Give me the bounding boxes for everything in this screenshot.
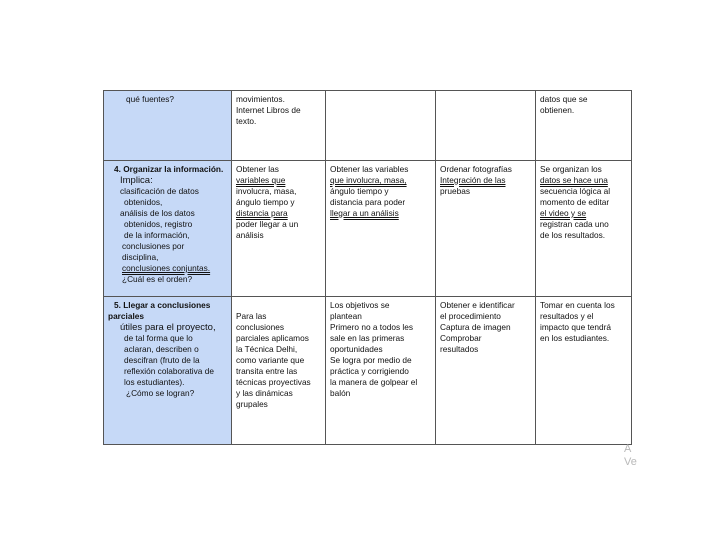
- cell-text-line: obtienen.: [540, 105, 575, 115]
- cell-text-line: reflexión colaborativa de: [124, 366, 214, 376]
- row2-col5-cell: [536, 161, 632, 297]
- row1-col2-cell: [232, 91, 326, 161]
- cell-text-line: ¿Cómo se logran?: [126, 388, 195, 398]
- cell-text-line: aclaran, describen o: [124, 344, 199, 354]
- cell-text-line: conclusiones: [236, 322, 284, 332]
- row2-col4-cell: [436, 161, 536, 297]
- cell-text-line: Ordenar fotografías: [440, 164, 512, 174]
- cell-text-line: texto.: [236, 116, 257, 126]
- row1-col5-cell: [536, 91, 632, 161]
- cell-text-line: qué fuentes?: [126, 94, 174, 104]
- activity-table: [103, 90, 632, 445]
- cell-text-line: grupales: [236, 399, 268, 409]
- cell-text-line: Obtener las variables: [330, 164, 409, 174]
- cell-text-line: oportunidades: [330, 344, 383, 354]
- cell-text-line: parciales: [108, 311, 144, 321]
- cell-text-line: secuencia lógica al: [540, 186, 611, 196]
- table-row: [104, 161, 632, 297]
- cell-text-line: útiles para el proyecto,: [120, 322, 216, 333]
- cell-text-line: datos se hace una: [540, 175, 608, 185]
- cell-text-line: 4. Organizar la información.: [114, 164, 224, 174]
- cell-text-line: ángulo tiempo y: [236, 197, 295, 207]
- cell-text-line: llegar a un análisis: [330, 208, 399, 218]
- cell-text-line: Obtener e identificar: [440, 300, 515, 310]
- cell-text-line: plantean: [330, 311, 362, 321]
- cell-text-line: involucra, masa,: [236, 186, 297, 196]
- cell-text-line: Primero no a todos les: [330, 322, 414, 332]
- row3-col4-cell: [436, 297, 536, 445]
- row3-col3-cell: [326, 297, 436, 445]
- cell-text-line: [236, 300, 321, 311]
- cell-text-line: el procedimiento: [440, 311, 501, 321]
- row2-col3-cell: [326, 161, 436, 297]
- cell-text-line: movimientos.: [236, 94, 285, 104]
- cell-text-line: conclusiones conjuntas.: [122, 263, 211, 273]
- row3-phase-cell: [104, 297, 232, 445]
- cell-text-line: 5. Llegar a conclusiones: [114, 300, 211, 310]
- cell-text-line: distancia para poder: [330, 197, 406, 207]
- cell-text-line: Obtener las: [236, 164, 279, 174]
- cell-text-line: obtenidos,: [124, 197, 163, 207]
- row1-col3-cell: [326, 91, 436, 161]
- cell-text-line: distancia para: [236, 208, 288, 218]
- row1-phase-cell: [104, 91, 232, 161]
- table-row: [104, 297, 632, 445]
- row2-phase-cell: [104, 161, 232, 297]
- cell-text-line: técnicas proyectivas: [236, 377, 311, 387]
- cell-text-line: momento de editar: [540, 197, 610, 207]
- cell-text-line: en los estudiantes.: [540, 333, 610, 343]
- cell-text-line: Tomar en cuenta los: [540, 300, 615, 310]
- row1-col4-cell: [436, 91, 536, 161]
- cell-text-line: poder llegar a un: [236, 219, 299, 229]
- cell-text-line: ángulo tiempo y: [330, 186, 389, 196]
- cell-text-line: clasificación de datos: [120, 186, 199, 196]
- cell-text-line: Los objetivos se: [330, 300, 390, 310]
- cell-text-line: y las dinámicas: [236, 388, 293, 398]
- cell-text-line: los estudiantes).: [124, 377, 185, 387]
- cell-text-line: la manera de golpear el: [330, 377, 418, 387]
- cell-text-line: Internet Libros de: [236, 105, 301, 115]
- cell-text-line: Para las: [236, 311, 267, 321]
- cell-text-line: análisis: [236, 230, 264, 240]
- cell-text-line: la Técnica Delhi,: [236, 344, 298, 354]
- cell-text-line: descifran (fruto de la: [124, 355, 200, 365]
- cell-text-line: de tal forma que lo: [124, 333, 193, 343]
- cell-text-line: variables que: [236, 175, 286, 185]
- cell-text-line: Integración de las: [440, 175, 506, 185]
- cell-text-line: Comprobar: [440, 333, 482, 343]
- table-row: [104, 91, 632, 161]
- cell-text-line: pruebas: [440, 186, 470, 196]
- cell-text-line: transita entre las: [236, 366, 298, 376]
- cell-text-line: balón: [330, 388, 351, 398]
- cell-text-line: Implica:: [120, 175, 153, 186]
- cell-text-line: Captura de imagen: [440, 322, 511, 332]
- row2-col2-cell: [232, 161, 326, 297]
- cell-text-line: de los resultados.: [540, 230, 606, 240]
- cell-text-line: impacto que tendrá: [540, 322, 612, 332]
- corner-watermark-line1: A: [624, 443, 632, 455]
- cell-text-line: como variante que: [236, 355, 305, 365]
- cell-text-line: Se organizan los: [540, 164, 602, 174]
- cell-text-line: registran cada uno: [540, 219, 609, 229]
- corner-watermark-line2: Ve: [624, 456, 637, 468]
- cell-text-line: datos que se: [540, 94, 588, 104]
- cell-text-line: Se logra por medio de: [330, 355, 412, 365]
- row3-col5-cell: [536, 297, 632, 445]
- cell-text-line: conclusiones por: [122, 241, 185, 251]
- cell-text-line: de la información,: [124, 230, 190, 240]
- cell-text-line: obtenidos, registro: [124, 219, 193, 229]
- cell-text-line: disciplina,: [122, 252, 159, 262]
- cell-text-line: sale en las primeras: [330, 333, 405, 343]
- row3-col2-cell: [232, 297, 326, 445]
- cell-text-line: el video y se: [540, 208, 587, 218]
- cell-text-line: resultados: [440, 344, 479, 354]
- corner-watermark: [624, 443, 637, 469]
- cell-text-line: práctica y corrigiendo: [330, 366, 409, 376]
- cell-text-line: análisis de los datos: [120, 208, 195, 218]
- cell-text-line: que involucra, masa,: [330, 175, 407, 185]
- cell-text-line: parciales aplicamos: [236, 333, 309, 343]
- cell-text-line: resultados y el: [540, 311, 594, 321]
- cell-text-line: ¿Cuál es el orden?: [122, 274, 193, 284]
